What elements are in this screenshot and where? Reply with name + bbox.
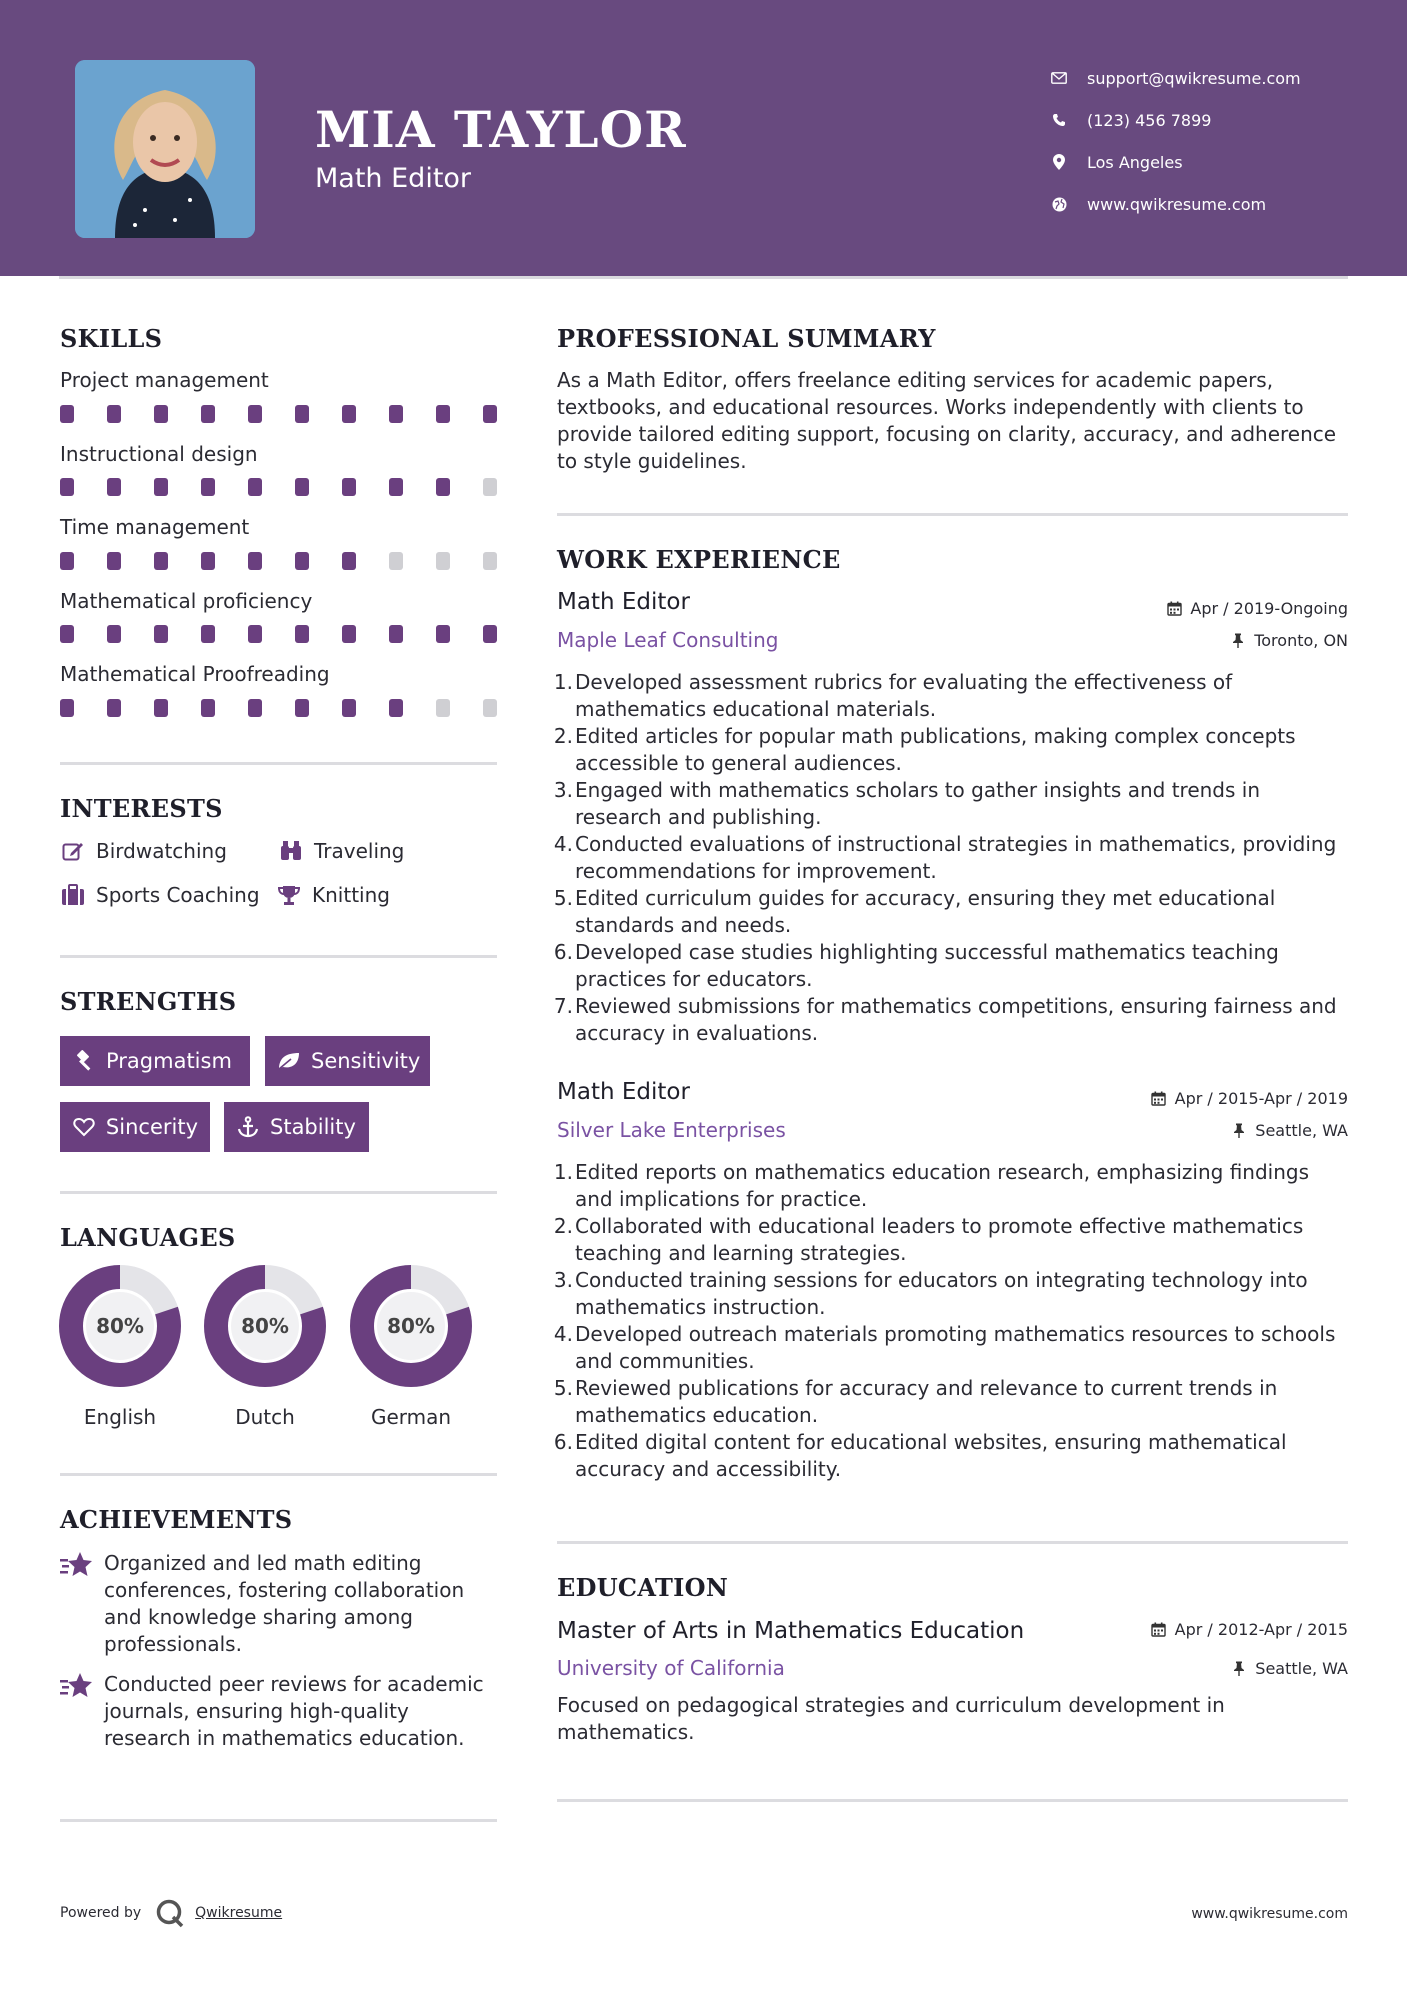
job-bullet: 7. Reviewed submissions for mathematics competitions, ensuring fairness and accuracy in evaluations. (553, 994, 1337, 1045)
job-bullet: 2. Edited articles for popular math publications, making complex concepts accessible to general audiences. (553, 724, 1296, 775)
experience-title: WORK EXPERIENCE (557, 545, 841, 574)
language-progress-ring (59, 1265, 181, 1387)
phone-icon (1050, 111, 1068, 129)
strength-label: Stability (270, 1115, 356, 1139)
skill-rating (60, 478, 497, 496)
job-bullet: 5. Reviewed publications for accuracy and relevance to current trends in mathematics education. (553, 1376, 1278, 1427)
globe-icon (1050, 195, 1068, 213)
job-dates-text: Apr / 2015-Apr / 2019 (1174, 1089, 1348, 1108)
contact-location (1050, 141, 1301, 183)
skill-label: Mathematical Proofreading (60, 662, 330, 686)
anchor-icon (236, 1115, 260, 1139)
trophy-icon (276, 882, 302, 908)
achievement-text: Organized and led math editing conferences, fostering collaboration and knowledge sharing among professionals. (104, 1551, 465, 1656)
education-dates (1151, 1620, 1348, 1639)
powered-by-text: Powered by (60, 1905, 142, 1921)
skill-dot-filled (295, 625, 309, 643)
section-divider (60, 1191, 497, 1194)
job-company: Silver Lake Enterprises (557, 1118, 786, 1142)
section-divider (557, 1799, 1348, 1802)
section-divider (60, 762, 497, 765)
skill-dot-filled (154, 478, 168, 496)
education-degree: Master of Arts in Mathematics Education (557, 1618, 1025, 1644)
job-dates-text: Apr / 2019-Ongoing (1190, 599, 1348, 618)
job-bullet: 6. Edited digital content for educational websites, ensuring mathematical accuracy and accessibility. (553, 1430, 1287, 1481)
map-pin-icon (1050, 153, 1068, 171)
interest-item (60, 838, 227, 864)
calendar-icon (1151, 1622, 1167, 1638)
skill-dot-filled (295, 699, 309, 717)
language-item (349, 1265, 473, 1429)
job-bullets (553, 669, 1349, 1047)
job-location (1231, 1121, 1348, 1140)
strength-badge (265, 1036, 430, 1086)
skill-dot-empty (483, 478, 497, 496)
job-bullet: 5. Edited curriculum guides for accuracy, ensuring they met educational standards and needs. (553, 886, 1276, 937)
section-divider (60, 955, 497, 958)
interest-label: Knitting (312, 883, 390, 907)
job-bullets (553, 1159, 1349, 1483)
skill-dot-filled (201, 478, 215, 496)
skill-dot-filled (201, 552, 215, 570)
interest-label: Traveling (314, 839, 405, 863)
skill-dot-filled (107, 478, 121, 496)
skill-dot-empty (436, 552, 450, 570)
skill-rating (60, 405, 497, 423)
skill-dot-filled (107, 625, 121, 643)
skill-dot-filled (248, 625, 262, 643)
contact-phone[interactable] (1050, 99, 1301, 141)
profile-photo (75, 60, 255, 238)
skill-dot-filled (483, 405, 497, 423)
skill-dot-filled (436, 625, 450, 643)
interest-label: Birdwatching (96, 839, 227, 863)
interest-item (60, 882, 260, 908)
contact-email-text: support@qwikresume.com (1087, 68, 1301, 88)
skill-dot-empty (483, 552, 497, 570)
pin-icon (1230, 633, 1246, 649)
contact-list (1050, 57, 1301, 225)
job-dates (1166, 599, 1348, 618)
candidate-role: Math Editor (315, 163, 472, 194)
achievements-title: ACHIEVEMENTS (60, 1505, 293, 1534)
strength-badge (224, 1102, 369, 1152)
education-location (1231, 1659, 1348, 1678)
skills-title: SKILLS (60, 324, 163, 353)
summary-title: PROFESSIONAL SUMMARY (557, 324, 936, 353)
skill-dot-filled (154, 552, 168, 570)
skill-dot-filled (248, 699, 262, 717)
skill-label: Mathematical proficiency (60, 589, 313, 613)
education-location-text: Seattle, WA (1255, 1659, 1348, 1678)
skill-dot-filled (342, 625, 356, 643)
skill-label: Time management (60, 515, 250, 539)
language-percent: 80% (387, 1314, 435, 1338)
job-bullet: 4. Conducted evaluations of instructional strategies in mathematics, providing recommendations for improvement. (553, 832, 1337, 883)
contact-location-text: Los Angeles (1087, 152, 1183, 172)
job-bullet: 1. Developed assessment rubrics for evaluating the effectiveness of mathematics educational materials. (553, 670, 1233, 721)
language-percent: 80% (241, 1314, 289, 1338)
skill-dot-filled (201, 625, 215, 643)
skill-rating (60, 625, 497, 643)
skill-dot-empty (389, 552, 403, 570)
strength-badge (60, 1036, 250, 1086)
skill-dot-filled (389, 478, 403, 496)
skill-dot-filled (60, 699, 74, 717)
contact-website-text: www.qwikresume.com (1087, 194, 1267, 214)
achievement-item (60, 1550, 500, 1658)
strength-label: Sensitivity (311, 1049, 421, 1073)
briefcase-icon (60, 882, 86, 908)
strengths-title: STRENGTHS (60, 987, 237, 1016)
language-label: English (83, 1405, 157, 1429)
skill-dot-filled (483, 625, 497, 643)
skill-dot-filled (342, 405, 356, 423)
skill-dot-filled (342, 552, 356, 570)
summary-text: As a Math Editor, offers freelance editing services for academic papers, textbooks, and educational resources. Works independently with clients to provide tailored editing support, focusing on clarity, accuracy, and adherence to style guidelines. (557, 368, 1337, 473)
binoculars-icon (278, 838, 304, 864)
skill-dot-filled (389, 405, 403, 423)
language-item (203, 1265, 327, 1429)
skill-dot-filled (389, 625, 403, 643)
job-title: Math Editor (557, 1079, 690, 1105)
skill-dot-filled (201, 405, 215, 423)
strength-label: Pragmatism (106, 1049, 232, 1073)
skill-dot-filled (295, 478, 309, 496)
skill-label: Instructional design (60, 442, 258, 466)
education-description: Focused on pedagogical strategies and curriculum development in mathematics. (557, 1693, 1225, 1744)
language-item (58, 1265, 182, 1429)
skill-dot-filled (389, 699, 403, 717)
skill-dot-filled (201, 699, 215, 717)
language-label: Dutch (235, 1405, 295, 1429)
interest-label: Sports Coaching (96, 883, 260, 907)
skill-dot-filled (342, 699, 356, 717)
achievement-text: Conducted peer reviews for academic journals, ensuring high-quality research in mathematics education. (104, 1672, 484, 1750)
leaf-icon (277, 1049, 301, 1073)
skill-dot-filled (107, 699, 121, 717)
footer-powered-by (60, 1898, 282, 1928)
qwikresume-link[interactable]: Qwikresume (195, 1905, 283, 1921)
education-dates-text: Apr / 2012-Apr / 2015 (1174, 1620, 1348, 1639)
contact-website[interactable] (1050, 183, 1301, 225)
skill-dot-filled (107, 552, 121, 570)
education-school: University of California (557, 1656, 785, 1680)
qwikresume-logo-icon (155, 1898, 185, 1928)
skill-dot-filled (107, 405, 121, 423)
skill-dot-filled (436, 405, 450, 423)
education-title: EDUCATION (557, 1573, 729, 1602)
contact-email[interactable] (1050, 57, 1301, 99)
strength-label: Sincerity (105, 1115, 198, 1139)
gavel-icon (72, 1049, 96, 1073)
footer-website[interactable]: www.qwikresume.com (1191, 1906, 1348, 1922)
skill-dot-empty (436, 699, 450, 717)
section-divider (60, 1473, 497, 1476)
resume-header (0, 0, 1407, 276)
calendar-icon (1151, 1091, 1167, 1107)
skill-dot-filled (342, 478, 356, 496)
job-bullet: 4. Developed outreach materials promoting mathematics resources to schools and communities. (553, 1322, 1336, 1373)
strength-badge (60, 1102, 210, 1152)
envelope-icon (1050, 69, 1068, 87)
language-progress-ring (204, 1265, 326, 1387)
interest-item (276, 882, 390, 908)
pin-icon (1231, 1661, 1247, 1677)
languages-title: LANGUAGES (60, 1223, 236, 1252)
heart-icon (72, 1115, 96, 1139)
skill-rating (60, 699, 497, 717)
skill-dot-empty (483, 699, 497, 717)
skill-dot-filled (154, 405, 168, 423)
skill-dot-filled (154, 625, 168, 643)
pin-icon (1231, 1123, 1247, 1139)
job-location-text: Seattle, WA (1255, 1121, 1348, 1140)
skill-dot-filled (60, 625, 74, 643)
job-bullet: 6. Developed case studies highlighting successful mathematics teaching practices for educators. (553, 940, 1279, 991)
job-dates (1151, 1089, 1348, 1108)
job-bullet: 1. Edited reports on mathematics education research, emphasizing findings and implications for practice. (553, 1160, 1310, 1211)
job-location-text: Toronto, ON (1254, 631, 1348, 650)
skill-dot-filled (60, 478, 74, 496)
job-company: Maple Leaf Consulting (557, 628, 779, 652)
section-divider (60, 1819, 497, 1822)
section-divider (557, 1541, 1348, 1544)
star-icon (60, 1671, 94, 1701)
skill-dot-filled (60, 405, 74, 423)
skill-dot-filled (60, 552, 74, 570)
job-bullet: 3. Engaged with mathematics scholars to gather insights and trends in research and publishing. (553, 778, 1260, 829)
contact-phone-text: (123) 456 7899 (1087, 110, 1212, 130)
interests-title: INTERESTS (60, 794, 223, 823)
skill-dot-filled (248, 552, 262, 570)
skill-dot-filled (295, 405, 309, 423)
language-label: German (370, 1405, 452, 1429)
calendar-icon (1166, 601, 1182, 617)
skill-dot-filled (436, 478, 450, 496)
job-location (1230, 631, 1348, 650)
language-percent: 80% (96, 1314, 144, 1338)
skill-rating (60, 552, 497, 570)
interest-item (278, 838, 404, 864)
header-divider (59, 276, 1348, 279)
section-divider (557, 513, 1348, 516)
job-bullet: 3. Conducted training sessions for educators on integrating technology into mathematics instruction. (553, 1268, 1308, 1319)
skill-label: Project management (60, 368, 269, 392)
skill-dot-filled (295, 552, 309, 570)
achievement-item (60, 1671, 500, 1752)
candidate-name: MIA TAYLOR (315, 100, 687, 159)
skill-dot-filled (154, 699, 168, 717)
skill-dot-filled (248, 405, 262, 423)
job-title: Math Editor (557, 589, 690, 615)
edit-icon (60, 838, 86, 864)
language-progress-ring (350, 1265, 472, 1387)
job-bullet: 2. Collaborated with educational leaders to promote effective mathematics teaching and learning strategies. (553, 1214, 1304, 1265)
skill-dot-filled (248, 478, 262, 496)
star-icon (60, 1550, 94, 1580)
